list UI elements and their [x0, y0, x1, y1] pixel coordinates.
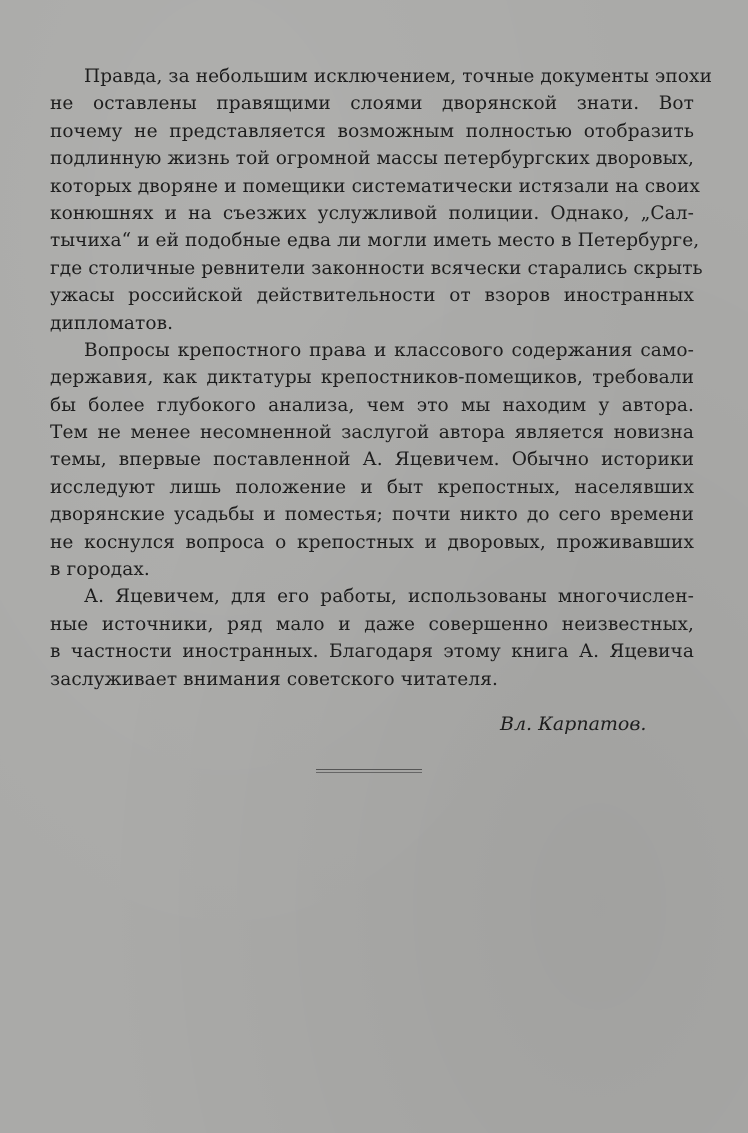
text-line: где столичные ревнители законности всячески старались скрыть — [50, 257, 703, 279]
text-line: дипломатов. — [50, 312, 174, 334]
text-line: не оставлены правящими слоями дворянской знати. Вот — [50, 93, 694, 115]
end-divider — [316, 769, 422, 773]
text-line: почему не представляется возможным полностью отобразить — [50, 120, 694, 142]
text-line: А. Яцевичем, для его работы, использованы многочислен- — [84, 586, 694, 608]
text-line: в частности иностранных. Благодаря этому книга А. Яцевича — [50, 641, 694, 663]
text-line: исследуют лишь положение и быт крепостных, населявших — [50, 476, 694, 498]
text-line: Правда, за небольшим исключением, точные документы эпохи — [84, 66, 712, 87]
text-line: темы, впервые поставленной А. Яцевичем. Обычно историки — [50, 449, 694, 471]
author-signature: Вл. Карпатов. — [500, 713, 647, 735]
text-line: бы более глубокого анализа, чем это мы находим у автора. — [50, 394, 694, 416]
text-line: ные источники, ряд мало и даже совершенно неизвестных, — [50, 613, 694, 635]
text-line: конюшнях и на съезжих услужливой полиции. Однако, „Сал- — [50, 202, 694, 224]
preface-text — [50, 63, 712, 693]
text-line: тычиха“ и ей подобные едва ли могли иметь место в Петербурге, — [50, 230, 700, 252]
paragraph-2 — [50, 337, 694, 584]
text-line: Вопросы крепостного права и классового содержания само- — [84, 339, 694, 361]
text-line: не коснулся вопроса о крепостных и дворовых, проживавших — [50, 531, 694, 553]
text-line: дворянские усадьбы и поместья; почти никто до сего времени — [50, 504, 694, 526]
paragraph-1 — [50, 63, 712, 337]
divider-line — [316, 772, 422, 773]
text-line: державия, как диктатуры крепостников-помещиков, требовали — [50, 367, 694, 389]
text-line: которых дворяне и помещики систематически истязали на своих — [50, 175, 700, 197]
text-line: Тем не менее несомненной заслугой автора является новизна — [50, 422, 694, 444]
text-line: заслуживает внимания советского читателя. — [50, 668, 498, 690]
text-line: подлинную жизнь той огромной массы петербургских дворовых, — [50, 148, 695, 170]
divider-line — [316, 769, 422, 770]
paragraph-3 — [50, 583, 694, 693]
text-line: в городах. — [50, 559, 150, 581]
text-line: ужасы российской действительности от взоров иностранных — [50, 285, 694, 307]
